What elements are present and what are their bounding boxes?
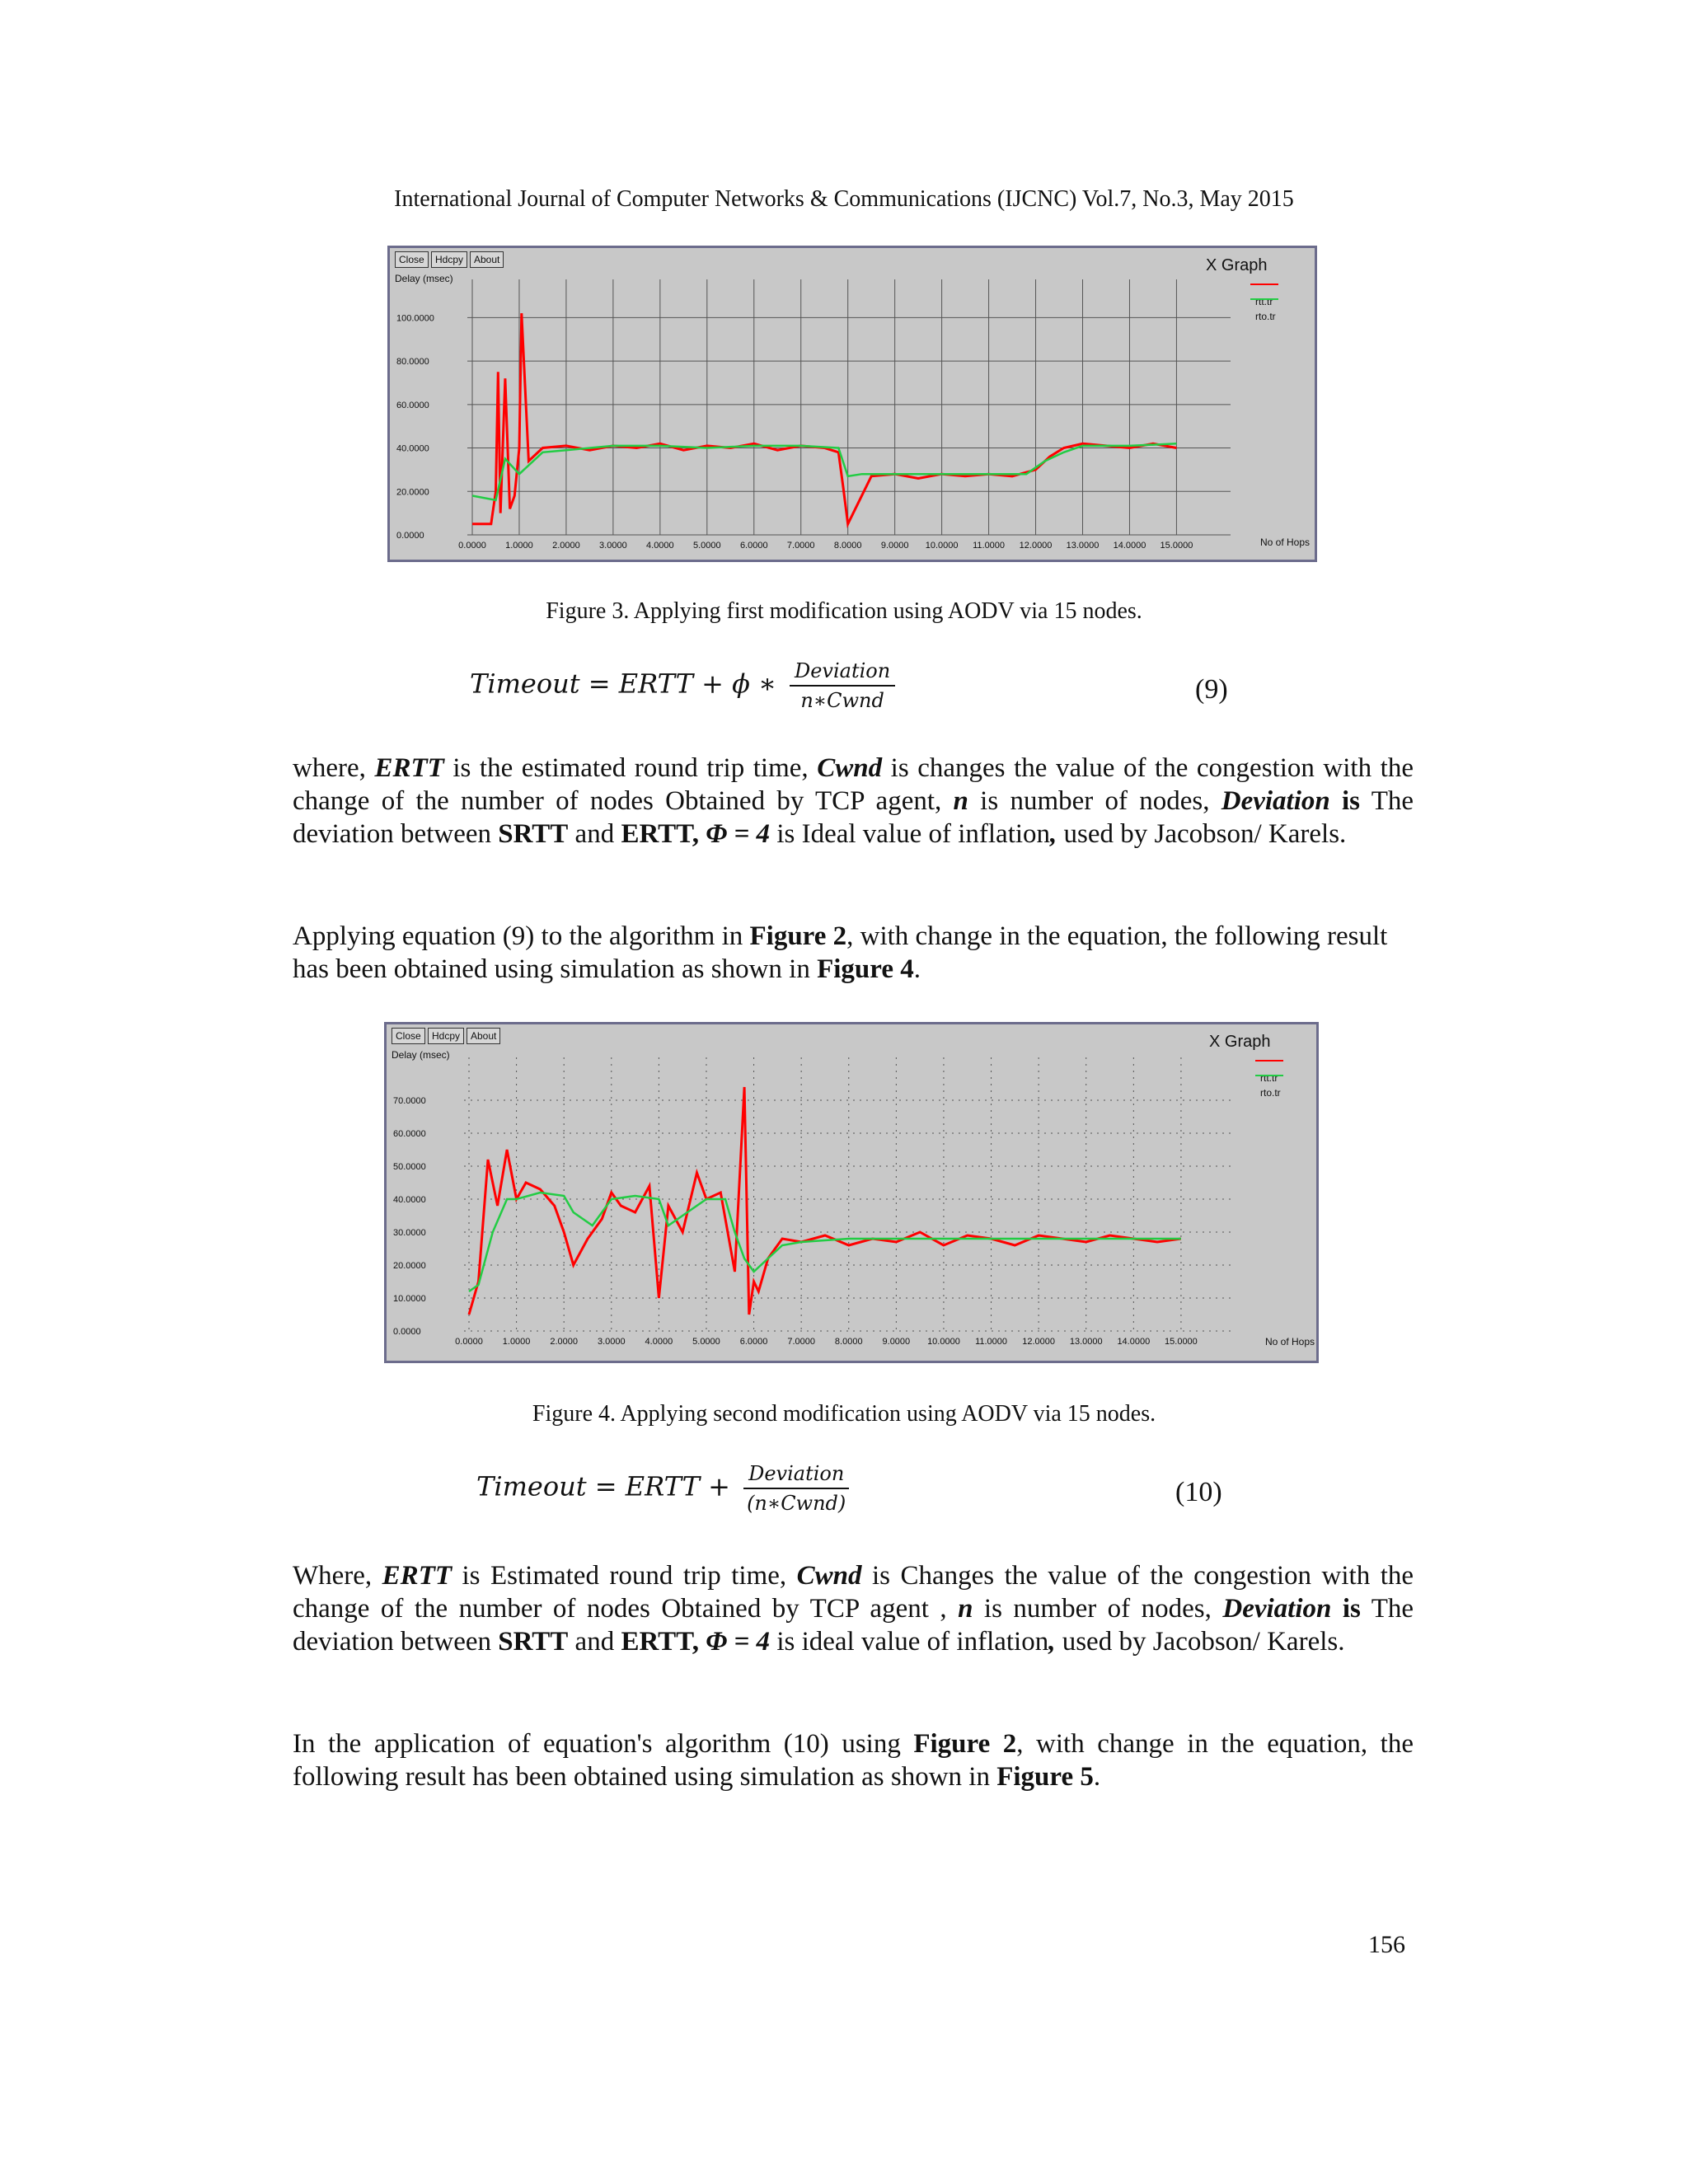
about-button[interactable]: About [470,251,504,268]
y-tick-label: 100.0000 [396,313,434,324]
eq10-fraction [743,1462,849,1515]
x-tick-label: 11.0000 [975,1337,1008,1347]
hdcpy-button[interactable]: Hdcpy [431,251,467,268]
paragraph-eq9-definitions: where, ERTT is the estimated round trip time, Cwnd is changes the value of the congestion with the change of the number of nodes Obtained by TCP agent, n is number of nodes, Deviation is The deviation between SRTT and ERTT, Φ = 4 is Ideal value of inflation, used by Jacobson/ Karels. [293,753,1414,849]
x-tick-label: 1.0000 [505,541,533,551]
y-tick-label: 80.0000 [396,357,429,368]
x-axis-label: No of Hops [1265,1336,1315,1347]
eq9-lhs: Timeout = ERTT + ϕ ∗ [470,668,776,700]
xgraph-title: X Graph [1209,1033,1271,1051]
figure4-caption: Figure 4. Applying second modification using AODV via 15 nodes. [532,1401,1156,1427]
x-tick-label: 15.0000 [1160,541,1193,551]
x-tick-label: 11.0000 [973,541,1006,551]
legend-rto-label: rto.tr [1255,311,1276,322]
x-tick-label: 12.0000 [1022,1337,1056,1347]
about-button[interactable]: About [467,1028,500,1044]
x-tick-label: 2.0000 [552,541,580,551]
paragraph-apply-eq9: Applying equation (9) to the algorithm in Figure 2, with change in the equation, the following result has been obtained using simulation as shown in Figure 4. [293,921,1388,984]
paragraph-eq10-definitions: Where, ERTT is Estimated round trip time, Cwnd is Changes the value of the congestion with the change of the number of nodes Obtained by TCP agent , n is number of nodes, Deviation is The deviation between SRTT and ERTT, Φ = 4 is ideal value of inflation, used by Jacobson/ Karels. [293,1561,1414,1657]
figure3-plot [390,248,1315,560]
legend-rto-label: rto.tr [1260,1087,1281,1099]
x-tick-label: 8.0000 [833,541,862,551]
y-tick-label: 40.0000 [396,443,429,454]
legend-rtt-label: rtt.tr [1255,296,1273,307]
eq10-denominator: (n∗Cwnd) [747,1492,846,1515]
x-tick-label: 7.0000 [786,541,815,551]
y-tick-label: 20.0000 [393,1261,426,1271]
x-tick-label: 14.0000 [1117,1337,1151,1347]
y-tick-label: 60.0000 [393,1129,426,1139]
close-button[interactable]: Close [392,1028,425,1044]
equation-10 [476,1462,849,1515]
eq9-denominator: n∗Cwnd [800,689,884,712]
x-tick-label: 0.0000 [458,541,486,551]
journal-header: International Journal of Computer Networks & Communications (IJCNC) Vol.7, No.3, May 2015 [394,186,1294,212]
x-tick-label: 3.0000 [597,1337,626,1347]
eq10-number: (10) [1175,1477,1222,1507]
eq9-fraction [790,659,895,712]
y-tick-label: 60.0000 [396,400,429,410]
x-tick-label: 4.0000 [646,541,674,551]
figure3-xgraph-window [387,246,1317,562]
x-tick-label: 15.0000 [1165,1337,1198,1347]
x-tick-label: 5.0000 [692,541,721,551]
x-tick-label: 1.0000 [502,1337,531,1347]
y-tick-label: 20.0000 [396,487,429,498]
figure3-caption: Figure 3. Applying first modification using AODV via 15 nodes. [546,598,1142,624]
y-tick-label: 0.0000 [393,1327,421,1337]
eq10-lhs: Timeout = ERTT + [476,1470,730,1502]
x-tick-label: 0.0000 [455,1337,483,1347]
x-tick-label: 9.0000 [882,1337,911,1347]
eq10-numerator: Deviation [743,1462,849,1489]
x-tick-label: 7.0000 [787,1337,815,1347]
y-axis-label: Delay (msec) [395,273,453,284]
xgraph-title: X Graph [1206,256,1268,274]
hdcpy-button[interactable]: Hdcpy [428,1028,464,1044]
series-rto-tr-line [469,1193,1181,1291]
x-tick-label: 4.0000 [645,1337,673,1347]
figure4-plot [387,1024,1316,1361]
x-tick-label: 8.0000 [834,1337,863,1347]
x-tick-label: 10.0000 [925,541,959,551]
x-tick-label: 12.0000 [1019,541,1053,551]
equation-9 [470,659,895,712]
x-tick-label: 6.0000 [739,1337,768,1347]
paragraph-apply-eq10: In the application of equation's algorithm (10) using Figure 2, with change in the equation, the following result has been obtained using simulation as shown in Figure 5. [293,1729,1414,1792]
x-tick-label: 9.0000 [880,541,909,551]
x-tick-label: 2.0000 [550,1337,579,1347]
close-button[interactable]: Close [395,251,429,268]
y-axis-label: Delay (msec) [392,1049,450,1061]
x-tick-label: 5.0000 [692,1337,720,1347]
eq9-numerator: Deviation [790,659,895,687]
y-tick-label: 70.0000 [393,1096,426,1106]
y-tick-label: 30.0000 [393,1228,426,1238]
x-tick-label: 13.0000 [1069,1337,1103,1347]
y-tick-label: 0.0000 [396,531,424,541]
eq9-number: (9) [1195,674,1228,705]
x-tick-label: 13.0000 [1066,541,1100,551]
series-rtt-tr-line [472,313,1176,524]
series-rtt-tr-line [469,1087,1181,1315]
figure4-xgraph-window [384,1022,1319,1363]
y-tick-label: 10.0000 [393,1294,426,1304]
x-tick-label: 3.0000 [599,541,627,551]
x-tick-label: 14.0000 [1113,541,1146,551]
page-number: 156 [1368,1931,1405,1958]
x-tick-label: 10.0000 [927,1337,960,1347]
y-tick-label: 40.0000 [393,1195,426,1205]
legend-rtt-label: rtt.tr [1260,1072,1278,1084]
y-tick-label: 50.0000 [393,1162,426,1172]
x-axis-label: No of Hops [1260,537,1311,548]
x-tick-label: 6.0000 [739,541,768,551]
